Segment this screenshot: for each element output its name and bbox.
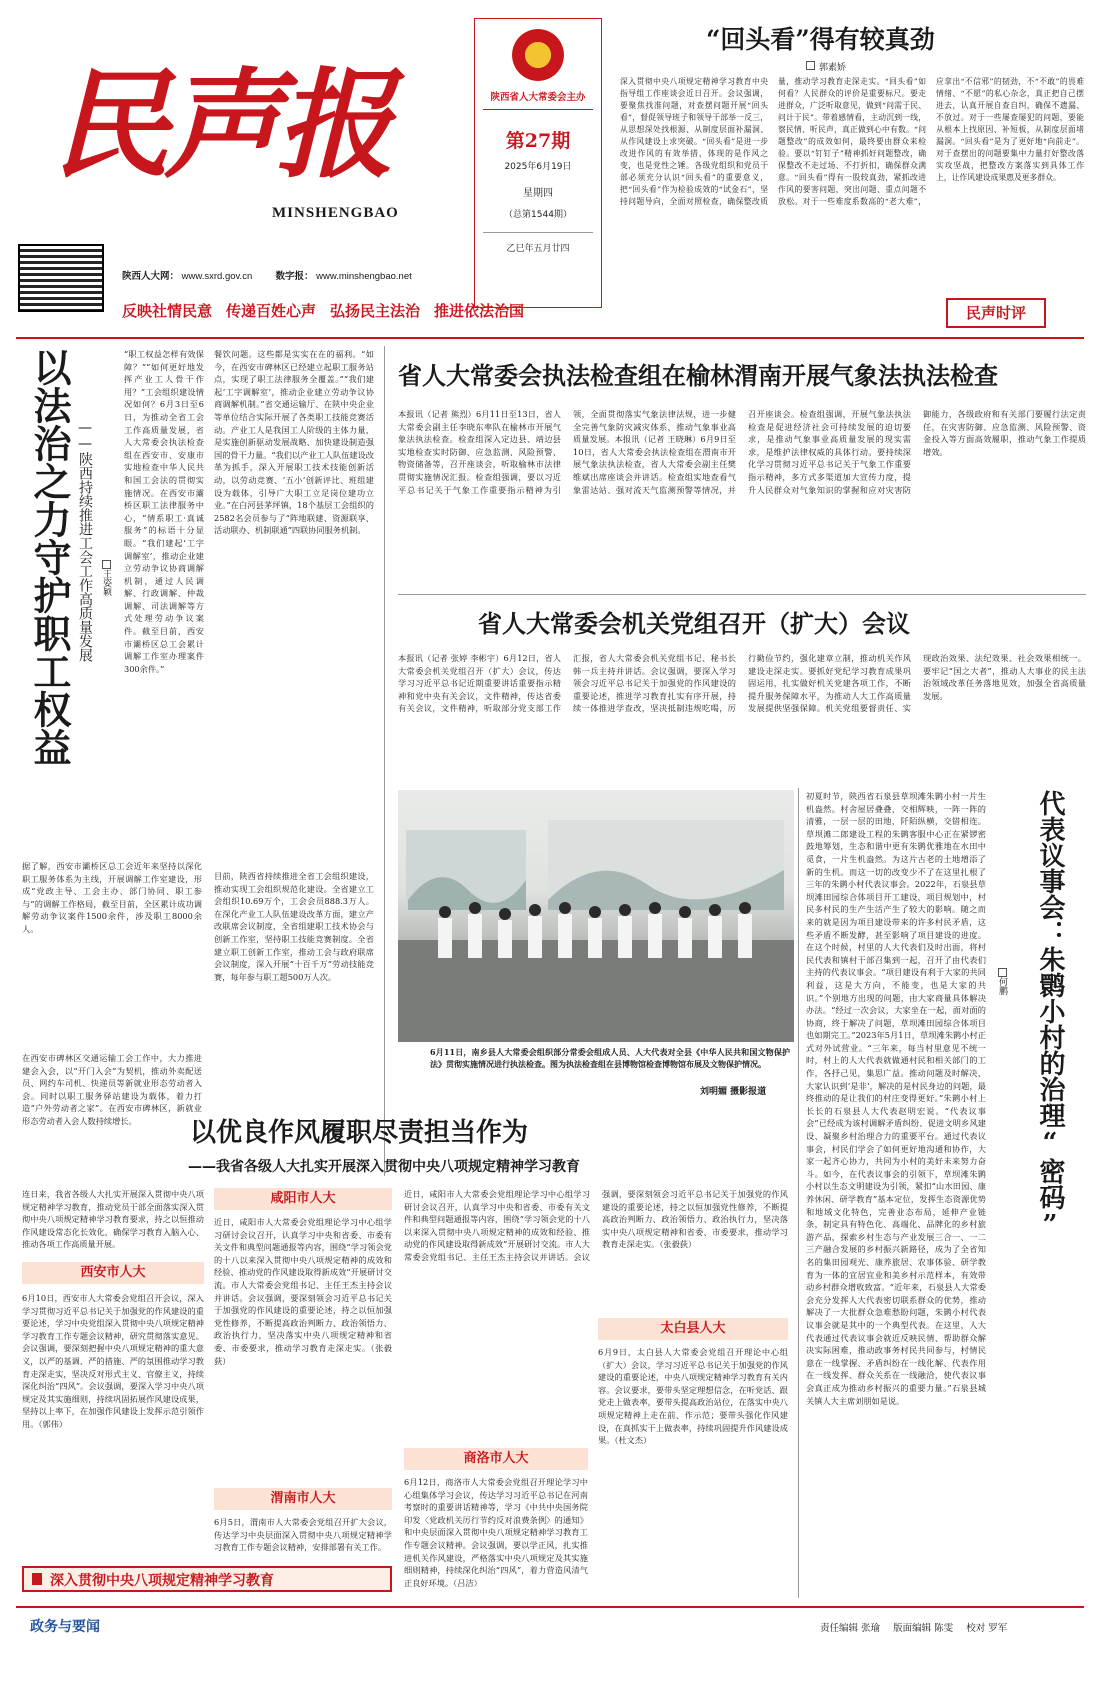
- bottom-feature-intro: 连日来，我省各级人大扎实开展深入贯彻中央八项规定精神学习教育，推动党员干部全面落实深入贯彻中央八项规定精神学习教育要求，持之以恒推动作风建设常态化长效化，确保学习教育入脑入心、推动各项工作高质量开展。: [22, 1189, 204, 1250]
- footer-credits: [820, 1620, 1007, 1634]
- left-feature-text-b: 餐饮问题。这些都是实实在在的福利。“如今，在西安市碑林区已经建立起职工服务站点，实现了职工法律服务全覆盖。”“我们建起‘工字调解室’，推动企业建立劳动争议协商调解机制。”省交通运输厅、在陕中央企业等单位结合实际开展了各类职工技能竞赛活动。产业工人是我国工人阶级的主体力量，是实施创新驱动发展战略、加快建设制造强国的骨干力量。“我们以产业工人队伍建设改革为抓手，深入开展职工技术技能创新活动，以劳动竞赛、‘五小’创新评比、班组建设为载体，引导广大职工立足岗位建功立业。”在白河县茅坪镇，18个基层工会组织的2582名会员参与了“阵地联建、资源联享、活动联办、机制联通”四联协同服务机制。: [214, 349, 374, 536]
- web-info: [122, 268, 412, 282]
- bottom-feature-subhead: ——我省各级人大扎实开展深入贯彻中央八项规定精神学习教育: [188, 1159, 580, 1175]
- section-label-taibai: 太白县人大: [598, 1318, 788, 1340]
- bottom-feature-headline: 以优良作风履职尽责担当作为: [190, 1118, 529, 1148]
- section-text-xianyang: 近日，咸阳市人大常委会党组理论学习中心组学习研讨会议召开，认真学习中央和省委、市委有关文件和典型问题通报等内容，围绕“学习领会党的十八以来深入贯彻中央八项规定精神的成效和经验、推动党的作风建设取得新成效”开展研讨交流。市人大常委会党组书记、主任王杰主持会议并讲话。会议强调，要深刻领会习近平总书记关于加强党的作风建设的重要论述，持之以恒加强党性修养，不断提高政治判断力、政治领悟力、政治执行力，坚决落实中央八项规定精神和省委、市委要求，推动学习教育走深走实。（张毅荻）: [214, 1217, 392, 1366]
- story2-headline: 省人大常委会机关党组召开（扩大）会议: [478, 609, 910, 638]
- photo-caption: 6月11日，南乡县人大常委会组织部分常委会组成人员、人大代表对全县《中华人民共和国文物保护法》贯彻实施情况进行执法检查。图为执法检查组在县博物馆检查博物馆布展及文物保护情况。: [430, 1047, 790, 1069]
- right-feature-author: 何鹏: [996, 968, 1009, 995]
- left-feature-author: 王姿颖: [100, 560, 113, 596]
- section-label-shangluo: 商洛市人大: [404, 1448, 588, 1470]
- section-text-xian: 6月10日，西安市人大常委会党组召开会议，深入学习贯彻习近平总书记关于加强党的作风建设的重要论述，学习中央党组深入贯彻中央八项规定精神学习教育工作专题会议精神，研究贯彻落实意见。会议强调，要深刻把握中央八项规定精神的重大意义，以严的基调、严的措施、严的氛围推动学习教育走深走实，坚决反对形式主义、官僚主义，持续深化纠治“四风”。会议强调，要深入学习中央八项规定及其实施细则，持续巩固拓展作风建设成果，坚持以上率下，在加强作风建设上发挥示范引领作用。（郭伟）: [22, 1293, 204, 1429]
- slogan-2: 传递百姓心声: [226, 302, 317, 320]
- story2-body: 本报讯（记者 张婷 李彬宇）6月12日，省人大常委会机关党组召开（扩大）会议，传达学习习近平总书记近期重要讲话重要指示精神和党中央有关会议，文件精神，传达省委有关会议，文件精神，听取部分党支部工作汇报，省人大常委会机关党组书记、秘书长韩一兵主持并讲话。会议强调，要深入学习领会习近平总书记关于加强党的作风建设的重要论述，推进学习教育扎实有序开展，持续一体推进学查改，坚决抵制违规吃喝，厉行勤俭节约，强化建章立制，推动机关作风建设走深走实。要抓好党纪学习教育成果巩固运用，扎实做好机关党建各项工作，不断提升服务保障水平，为推动人大工作高质量发展提供坚强保障。机关党组要督责任、实现政治效果、法纪效果、社会效果相统一。要牢记“国之大者”，推动人大事业的民主法治领域改革任务落地见效，加强全省高质量发展。: [398, 653, 1086, 714]
- sponsor-label: 陕西省人大常委会主办: [490, 92, 586, 103]
- banner-marker-icon: [32, 1573, 42, 1585]
- issue-weekday: 星期四: [523, 188, 553, 199]
- masthead-divider: [16, 337, 1084, 339]
- issue-date: 2025年6月19日: [504, 162, 572, 172]
- left-feature-text-c: 目前，陕西省持续推进全省工会组织建设，推动实现工会组织规范化建设。全省建立工会组织10.69万个，工会会员888.3万人。在深化产业工人队伍建设改革方面，建立产改联席会议制度，全省组建职工技术协会与创新工作室，坚持职工技能竞赛制度。全省建立职工创新工作室，推动工会与政府联席会议制度，深入开展“十百千万”劳动技能竞赛，每年参与职工超500万人次。: [214, 871, 374, 982]
- footer-divider: [16, 1606, 1084, 1608]
- slogan-1: 反映社情民意: [122, 302, 213, 320]
- section-label-xian: 西安市人大: [22, 1262, 204, 1284]
- photo-illustration: [398, 790, 794, 1042]
- masthead-pinyin: MINSHENGBAO: [272, 205, 399, 221]
- left-feature-text-e: 在西安市碑林区交通运输工会工作中，大力推进建会入会，以“开门入会”为契机，推动外卖配送员、网约车司机、快递员等新就业形态劳动者入会。同时以职工服务驿站建设为载体，着力打造“户外劳动者之家”。在西安市碑林区，新就业形态劳动者入会人数持续增长。: [22, 1053, 202, 1126]
- layout-editor-name: 陈雯: [934, 1623, 954, 1634]
- digital-label: 数字报：: [275, 271, 314, 282]
- story1-headline: 省人大常委会执法检查组在榆林渭南开展气象法执法检查: [398, 361, 998, 390]
- slogan-4: 推进依法治国: [434, 302, 525, 320]
- proofreader-name: 罗军: [988, 1623, 1008, 1634]
- left-feature-headline: 以法治之力守护职工权益: [27, 348, 72, 766]
- left-feature-text-a: “职工权益怎样有效保障？”“如何更好地发挥产业工人骨干作用？”工会组织建设情况如何？6月3日至6日，为推动全省工会工作高质量发展，省人大常委会执法检查组在西安市、安康市实地检查中华人民共和国工会法的贯彻实施情况。在西安市灞桥区职工法律服务中心，“情系职工·真诚服务”的标语十分显眼。“我们建起‘工字调解室’，推动企业建立劳动争议协商调解机制，通过人民调解、行政调解、仲裁调解、司法调解等方式处理劳动争议案件。截至目前，西安市灞桥区总工会累计调解工作室办理案件300余件。”: [124, 349, 204, 674]
- left-feature-text-d: 据了解，西安市灞桥区总工会近年来坚持以深化职工服务体系为主线，开展调解工作室建设，形成“党政主导、工会主办、部门协同、职工参与”的调解工作格局，截至目前，全区累计成功调解劳动争议案件1500余件，涉及职工8000余人。: [22, 861, 202, 934]
- digital-url[interactable]: www.minshengbao.net: [316, 271, 412, 282]
- section-text-shangluo: 6月12日，商洛市人大常委会党组召开理论学习中心组集体学习会议，传达学习习近平总书记在河南考察时的重要讲话精神等，学习《中共中央国务院印发〈党政机关厉行节约反对浪费条例〉的通知》和中央层面深入贯彻中央八项规定精神学习教育工作专题会议精神。会议强调，要以学正风，扎实推进机关作风建设，严格落实中央八项规定及其实施细则精神，持续深化纠治“四风”，着力营造风清气正良好环境。（吕洁）: [404, 1477, 588, 1588]
- qr-code-frame: [18, 244, 104, 312]
- issue-lunar: 乙巳年五月廿四: [506, 244, 570, 254]
- editor-name: 张瑜: [861, 1623, 881, 1634]
- story-divider: [398, 594, 1086, 595]
- left-feature-divider: [384, 346, 385, 1176]
- story1-body: 本报讯（记者 熊烈）6月11日至13日，省人大常委会副主任李晓东率队在榆林市开展气象法执法检查。检查组深入定边县、靖边县实地检查实时防御、应急监测、风险预警、物资储备等，召开座谈会，听取榆林市法律贯彻实施情况汇报。检查组强调，要以习近平总书记关于气象工作重要指示精神为引领，全面贯彻落实气象法律法规，进一步健全完善气象防灾减灾体系，推动气象事业高质量发展。本报讯（记者 王晓琳）6月9日至10日，省人大常委会执法检查组在渭南市开展气象法执法检查，省人大常委会副主任樊维斌出席座谈会并讲话。检查组实地查看气象雷达站、强对流天气监测预警等情况，并召开座谈会。检查组强调，开展气象法执法检查是促进经济社会可持续发展的迫切要求，是推动气象事业高质量发展的现实需求，是维护法律权威的具体行动。要持续深化学习贯彻习近平总书记关于气象工作重要指示精神，多方式多渠道加大宣传力度，提升人民群众对气象知识的掌握和应对灾害防御能力，各级政府和有关部门要履行法定责任，在灾害防御、应急监测、风险预警、资金投入等方面高效履职，推动气象工作提质增效。: [398, 409, 1086, 495]
- section-text-taibai: 6月9日，太白县人大常委会党组召开理论中心组（扩大）会议，学习习近平总书记关于加强党的作风建设的重要论述，中央八项规定精神学习教育有关内容。会议要求，要带头坚定理想信念，在听党话、跟党走上做表率，要带头提高政治站位，在落实中央八项规定精神上走在前、作示范；要带头强化作风建设，在真抓实干上做表率，持续巩固提升作风建设成果。（杜文杰）: [598, 1347, 788, 1446]
- slogan-3: 弘扬民主法治: [330, 302, 421, 320]
- column-body: 深入贯彻中央八项规定精神学习教育中央指导组工作座谈会近日召开。会议强调，要聚焦找准问题，对查摆问题开展“回头看”，督促领导班子和领导干部举一反三，从思想深处找根源、从制度层面补漏洞、从作风建设上求突破。“回头看”是进一步改进作风的有效举措，体现的是作风之变，也是党性之锤。各级党组织和党员干部必须充分认识“回头看”的重要意义，把“回头看”作为检验成效的“试金石”，坚持问题导向，全面对照检查，确保整改质量，推动学习教育走深走实。“回头看”如何看？人民群众的评价是重要标尺。要走进群众，广泛听取意见，做到“问需于民、问计于民”。带着感情看，主动沉到一线，察民情、听民声，真正做到心中有数。“问题整改”的成效如何，最终要由群众来检验。要以“钉钉子”精神抓好问题整改，确保整改不走过场、不打折扣，确保群众满意。“回头看”得有一股较真劲，紧抓改进作风的要害问题，突出问题、重点问题不放松。对于一些难度系数高的“老大难”，应拿出“不信邪”的韧劲，不“不敢”的畏难情绪、“不愿”的私心杂念，真正把自己摆进去，认真开展自查自纠，确保不遗漏、不放过。对于一些屡查屡犯的问题，要能从根本上找原因、补短板，从制度层面堵漏洞。“回头看”是为了更好地“向前走”。对于查摆出的问题要集中力量打好整改落实攻坚战，把整改方案落实到具体工作上，让作风建设成果惠及更多群众。: [620, 77, 1084, 206]
- footer-section: 政务与要闻: [30, 1619, 100, 1635]
- column-tag: 民声时评: [946, 298, 1046, 328]
- right-feature-body: 初夏时节，陕西省石泉县草坝滩朱鹮小村一片生机盎然。村舍屋居叠叠，交相辉映，一阵一阵的清雅，一层一层的田地，阡陌纵横，交错相连。草坝滩二郎建设工程的朱鹮客服中心正在紧锣密鼓地筹划，生态和谐中更有朱鹮优雅地在水田中觅食，一片生机盎然。为这片古老的土地增添了新的生机。而这一切的改变少不了在这里扎根了三年的朱鹮小村代表议事会。2022年，石泉县草坝滩田园综合体项目开工建设，项目规划中，村民多村民的生产生活产生了较大的影响。随之而来的就是因为项目建设带来的许多村民矛盾，这些矛盾不断发酵，甚至影响了项目建设的进度。在这个时候，村里的人大代表们及时出面，将村民代表和镇村干部召集到一起，召开了由代表们主持的代表议事会。“项目建设有利于大家的共同利益，这是大方向，不能变，也是大家的共识。”个别地方出现的问题，由大家商量具体解决办法。“经过一次会议，大家坐在一起，面对面的协商，终于解决了问题，草坝滩田园综合体项目也如期完工。”2023年5月1日，草坝滩朱鹮小村正式对外试营业。“三年来，每当村里意见不统一时，村上的人大代表就做通村民和相关部门的工作，各抒己见，集思广益。推动问题及时解决，大家认识到‘是非’，解决的是村民身边的问题，最终推动的是让我们的村庄变得更好。”朱鹮小村上长长的石泉县人大代表赵明宏说。“代表议事会”已经成为该村调解矛盾纠纷、促进文明乡风建设、凝聚乡村治理合力的重要平台。通过代表议事会，村民们学会了如何更好地沟通和协作，大家一起齐心协力，共同为小村的美好未来努力奋斗。如今，在代表议事会的引领下，草坝滩朱鹮小村以生态文明建设为引领，紧扣“山水田园、康养休闲、研学教育”基本定位，发挥生态资源优势和地域文化特色，完善业态布局，延伸产业链条，制定具有特色化、高端化、品牌化的乡村旅游产品，探索乡村生态与产业发展三合一、一二三产融合发展的乡村振兴新路径，成为了全省知名的集田园观光、康养旅居、农事体验、研学教育为一体的宜居宜业和美乡村示范样本，有效带动乡村群众增收致富。“近年来，石泉县人大常委会充分发挥人大代表密切联系群众的优势，推动解决了一大批群众急难愁盼问题，朱鹮小村代表议事会就是其中的一个典型代表。在这里，人大代表通过代表议事会就近反映民情、帮助群众解决实际困难，推动政事务村民共同参与，村情民意在一线掌握、矛盾纠纷在一线化解、代表作用在一线发挥、群众关系在一线融洽，使代表议事会真正成为推动乡村振兴的重要力量。”石泉县城关镇人大主席刘朋如是说。: [806, 791, 986, 1406]
- column-title: “回头看”得有较真劲: [706, 25, 935, 54]
- national-emblem-icon: [512, 29, 564, 81]
- right-feature-headline: 代表议事会：朱鹮小村的治理“密码”: [1035, 790, 1065, 1240]
- issue-box: [474, 18, 602, 308]
- section-text-weinan: 6月5日，渭南市人大常委会党组召开扩大会议，传达学习中央层面深入贯彻中央八项规定精神学习教育工作专题会议精神，安排部署有关工作。: [214, 1517, 392, 1553]
- masthead-logo: 民声报: [52, 55, 389, 194]
- inspection-photo: [398, 790, 794, 1042]
- bottom-feature-continued: 近日，咸阳市人大常委会党组理论学习中心组学习研讨会议召开，认真学习中央和省委、市委有关文件和典型问题通报等内容，围绕“学习领会党的十八以来深入贯彻中央八项规定精神的成效和经验、推动党的作风建设取得新成效”开展研讨交流。市人大常委会党组书记、主任王杰主持会议并讲话。会议强调，要深刻领会习近平总书记关于加强党的作风建设的重要论述，持之以恒加强党性修养，不断提高政治判断力、政治领悟力、政治执行力，坚决落实中央八项规定精神和省委、市委要求，推动学习教育走深走实。（张毅荻）: [404, 1189, 788, 1262]
- column-author: 郭素娇: [806, 60, 846, 73]
- bottom-feature-banner: [22, 1566, 392, 1592]
- issue-number: 第27期: [505, 130, 571, 152]
- photo-credit: 刘明媚 摄影报道: [700, 1087, 767, 1097]
- issue-total: （总第1544期）: [504, 210, 572, 220]
- section-label-xianyang: 咸阳市人大: [214, 1188, 392, 1210]
- editor-label: 责任编辑: [820, 1623, 859, 1634]
- right-feature-divider: [798, 788, 799, 1598]
- web-url[interactable]: www.sxrd.gov.cn: [181, 271, 253, 282]
- proof-label: 校对: [966, 1623, 986, 1634]
- banner-text: 深入贯彻中央八项规定精神学习教育: [50, 1573, 274, 1589]
- layout-label: 版面编辑: [893, 1623, 932, 1634]
- web-label: 陕西人大网：: [122, 271, 180, 282]
- section-label-weinan: 渭南市人大: [214, 1488, 392, 1510]
- left-feature-subhead: ——陕西持续推进工会工作高质量发展: [77, 420, 93, 662]
